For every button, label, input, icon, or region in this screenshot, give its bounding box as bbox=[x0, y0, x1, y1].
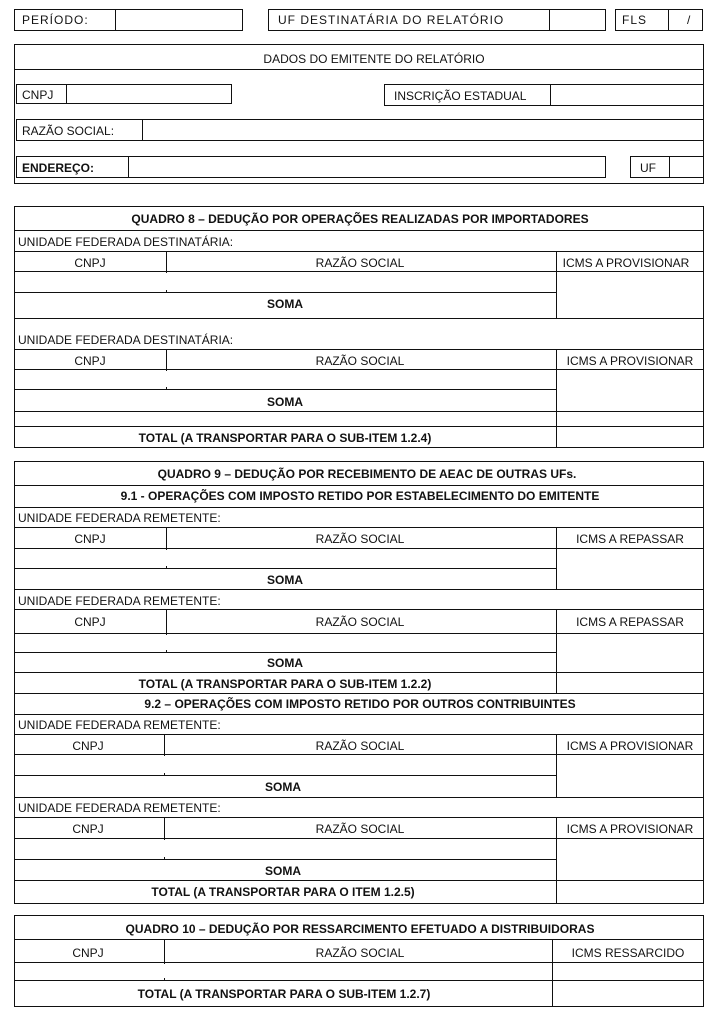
q10-rule-row bbox=[14, 980, 704, 981]
uf-destinataria-field[interactable] bbox=[551, 11, 604, 29]
q91a-row-field[interactable] bbox=[16, 550, 554, 566]
emitente-cnpj-label: CNPJ bbox=[22, 88, 54, 102]
q91a-col-icms: ICMS A REPASSAR bbox=[576, 532, 684, 546]
q92a-rule-header bbox=[14, 754, 704, 755]
q92b-div-icms bbox=[556, 817, 557, 904]
q91a-soma: SOMA bbox=[267, 573, 303, 587]
q91b-col-razao: RAZÃO SOCIAL bbox=[315, 615, 405, 629]
emitente-uf-label: UF bbox=[640, 161, 656, 175]
q10-col-cnpj: CNPJ bbox=[72, 946, 104, 960]
q10-div-icms bbox=[552, 939, 553, 1007]
q8a-div-icms bbox=[556, 251, 557, 318]
q91a-rule-top bbox=[14, 527, 704, 528]
endereco-field[interactable] bbox=[130, 158, 604, 176]
quadro9-title: QUADRO 9 – DEDUÇÃO POR RECEBIMENTO DE AEAC DE OUTRAS UFs. bbox=[157, 467, 577, 481]
q92b-rule-header bbox=[14, 838, 704, 839]
quadro9-sub2: 9.2 – OPERAÇÕES COM IMPOSTO RETIDO POR OUTROS CONTRIBUINTES bbox=[144, 697, 576, 711]
endereco-divider bbox=[128, 156, 129, 178]
q91a-div-icms bbox=[556, 527, 557, 589]
fls-label: FLS bbox=[622, 13, 648, 27]
q8b-rule-header bbox=[14, 369, 704, 370]
periodo-label: PERÍODO: bbox=[22, 13, 89, 27]
q9-uf-label-2: UNIDADE FEDERADA REMETENTE: bbox=[18, 594, 221, 608]
q8a-col-cnpj: CNPJ bbox=[74, 256, 106, 270]
q91b-col-icms: ICMS A REPASSAR bbox=[576, 615, 684, 629]
q8b-row-field[interactable] bbox=[16, 371, 554, 387]
q8a-rule-top bbox=[14, 251, 704, 252]
q8a-col-razao: RAZÃO SOCIAL bbox=[315, 256, 405, 270]
q8b-soma: SOMA bbox=[267, 395, 303, 409]
q9-title-rule bbox=[14, 485, 704, 486]
uf-destinataria-divider bbox=[549, 9, 550, 31]
q92b-soma: SOMA bbox=[265, 864, 301, 878]
q92b-rule-top bbox=[14, 817, 704, 818]
q91b-rule-soma bbox=[14, 672, 704, 673]
fls-divider bbox=[668, 9, 669, 31]
q91b-rule-top bbox=[14, 609, 704, 610]
cnpj-divider bbox=[66, 84, 67, 104]
q9-uf-label-3: UNIDADE FEDERADA REMETENTE: bbox=[18, 718, 221, 732]
q92b-col-razao: RAZÃO SOCIAL bbox=[315, 822, 405, 836]
q8a-soma: SOMA bbox=[267, 297, 303, 311]
q92a-rule-row bbox=[14, 775, 556, 776]
q8b-rule-soma bbox=[14, 411, 704, 412]
q9-sub2-rule bbox=[14, 714, 704, 715]
q10-col-razao: RAZÃO SOCIAL bbox=[315, 946, 405, 960]
q8b-col-razao: RAZÃO SOCIAL bbox=[315, 354, 405, 368]
q91b-soma: SOMA bbox=[267, 656, 303, 670]
quadro8-uf-label-1: UNIDADE FEDERADA DESTINATÁRIA: bbox=[18, 235, 234, 249]
q10-rule-header bbox=[14, 962, 704, 963]
razao-divider bbox=[142, 119, 143, 141]
quadro9-sub1: 9.1 - OPERAÇÕES COM IMPOSTO RETIDO POR ESTABELECIMENTO DO EMITENTE bbox=[120, 489, 600, 503]
quadro9-total1: TOTAL (A TRANSPORTAR PARA O SUB-ITEM 1.2.2) bbox=[138, 677, 432, 691]
q8b-rule-top bbox=[14, 349, 704, 350]
q91a-rule-soma bbox=[14, 589, 704, 590]
q8a-col-icms: ICMS A PROVISIONAR bbox=[562, 256, 690, 270]
q8a-rule-row bbox=[14, 292, 556, 293]
q10-title-rule bbox=[14, 939, 704, 940]
endereco-label: ENDEREÇO: bbox=[22, 161, 95, 175]
q91b-rule-header bbox=[14, 633, 704, 634]
q92b-rule-soma bbox=[14, 880, 704, 881]
q8a-row-field[interactable] bbox=[16, 273, 554, 290]
q92a-col-cnpj: CNPJ bbox=[72, 739, 104, 753]
q91-rule-total bbox=[14, 693, 704, 694]
q9-uf-label-4: UNIDADE FEDERADA REMETENTE: bbox=[18, 801, 221, 815]
emitente-title-rule bbox=[14, 69, 704, 70]
q8-rule-total bbox=[14, 426, 704, 427]
quadro8-title-rule bbox=[14, 230, 704, 231]
uf-destinataria-label: UF DESTINATÁRIA DO RELATÓRIO bbox=[278, 13, 505, 27]
emitente-razao-field[interactable] bbox=[144, 121, 702, 139]
inscricao-label: INSCRIÇÃO ESTADUAL bbox=[394, 89, 527, 103]
q91b-rule-row bbox=[14, 652, 556, 653]
quadro8-total: TOTAL (A TRANSPORTAR PARA O SUB-ITEM 1.2.4) bbox=[138, 431, 432, 445]
q92a-soma: SOMA bbox=[265, 780, 301, 794]
q92a-col-icms: ICMS A PROVISIONAR bbox=[566, 739, 694, 753]
q91a-rule-row bbox=[14, 568, 556, 569]
q10-col-icms: ICMS RESSARCIDO bbox=[571, 946, 685, 960]
q92b-col-icms: ICMS A PROVISIONAR bbox=[566, 822, 694, 836]
inscricao-divider bbox=[550, 84, 551, 106]
q92b-col-cnpj: CNPJ bbox=[72, 822, 104, 836]
q91b-div-icms bbox=[556, 609, 557, 693]
quadro10-title: QUADRO 10 – DEDUÇÃO POR RESSARCIMENTO EFETUADO A DISTRIBUIDORAS bbox=[125, 922, 595, 936]
q91a-col-cnpj: CNPJ bbox=[74, 532, 106, 546]
uf-emitente-divider bbox=[669, 156, 670, 178]
quadro9-total2: TOTAL (A TRANSPORTAR PARA O ITEM 1.2.5) bbox=[151, 885, 415, 899]
q92a-col-razao: RAZÃO SOCIAL bbox=[315, 739, 405, 753]
q91b-row-field[interactable] bbox=[16, 635, 554, 650]
periodo-field[interactable] bbox=[117, 11, 241, 29]
q8a-rule-soma bbox=[14, 318, 704, 319]
q8a-rule-header bbox=[14, 271, 704, 272]
q8b-col-icms: ICMS A PROVISIONAR bbox=[566, 354, 694, 368]
quadro8-title: QUADRO 8 – DEDUÇÃO POR OPERAÇÕES REALIZADAS POR IMPORTADORES bbox=[131, 212, 589, 226]
q91a-rule-header bbox=[14, 548, 704, 549]
q92b-row-field[interactable] bbox=[16, 840, 554, 857]
emitente-razao-label: RAZÃO SOCIAL: bbox=[22, 124, 115, 138]
q92a-row-field[interactable] bbox=[16, 756, 554, 773]
q92a-div-icms bbox=[556, 734, 557, 797]
emitente-cnpj-field[interactable] bbox=[68, 86, 230, 102]
q92a-rule-top bbox=[14, 734, 704, 735]
q10-row-field[interactable] bbox=[16, 964, 550, 978]
emitente-title: DADOS DO EMITENTE DO RELATÓRIO bbox=[263, 52, 485, 66]
q91a-col-razao: RAZÃO SOCIAL bbox=[315, 532, 405, 546]
q91b-col-cnpj: CNPJ bbox=[74, 615, 106, 629]
q8b-col-cnpj: CNPJ bbox=[74, 354, 106, 368]
q8b-rule-row bbox=[14, 389, 556, 390]
periodo-divider bbox=[115, 9, 116, 31]
emitente-uf-field[interactable] bbox=[671, 158, 702, 176]
quadro10-total: TOTAL (A TRANSPORTAR PARA O SUB-ITEM 1.2.7) bbox=[137, 987, 431, 1001]
q92a-rule-soma bbox=[14, 797, 704, 798]
q8b-div-icms bbox=[556, 349, 557, 447]
quadro8-uf-label-2: UNIDADE FEDERADA DESTINATÁRIA: bbox=[18, 333, 234, 347]
q9-sub1-rule bbox=[14, 507, 704, 508]
fls-separator: / bbox=[687, 13, 691, 27]
q9-uf-label-1: UNIDADE FEDERADA REMETENTE: bbox=[18, 511, 221, 525]
q92b-rule-row bbox=[14, 859, 556, 860]
inscricao-field[interactable] bbox=[552, 86, 702, 104]
